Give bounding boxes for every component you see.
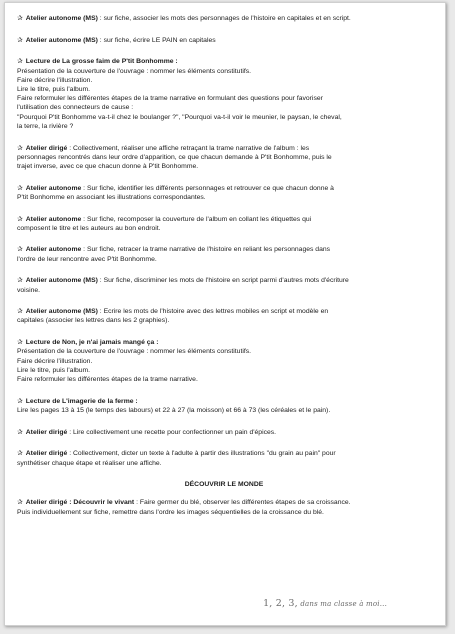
paragraph-line: l'utilisation des connecteurs de cause : bbox=[17, 104, 134, 112]
star-icon: ✰ bbox=[17, 215, 23, 223]
paragraph-text: : sur fiche, écrire LE PAIN en capitales bbox=[97, 36, 216, 44]
paragraph-line: Présentation de la couverture de l'ouvrage : nommer les éléments constitutifs. bbox=[17, 348, 252, 356]
activity-paragraph bbox=[17, 36, 431, 45]
paragraph-heading: Atelier autonome bbox=[25, 246, 82, 254]
star-icon: ✰ bbox=[17, 450, 23, 458]
star-icon: ✰ bbox=[17, 308, 23, 316]
activity-paragraph bbox=[17, 307, 431, 325]
document-page bbox=[4, 2, 446, 626]
paragraph-heading: Atelier autonome (MS) bbox=[25, 277, 98, 285]
paragraph-first-line bbox=[17, 184, 431, 193]
paragraph-text: : sur fiche, associer les mots des personnages de l'histoire en capitales et en script. bbox=[97, 15, 351, 22]
footer-signature bbox=[263, 598, 387, 609]
paragraph-first-line bbox=[17, 245, 431, 254]
star-icon: ✰ bbox=[17, 144, 23, 152]
document-body bbox=[17, 14, 431, 529]
paragraph-line: Faire reformuler les différentes étapes de la trame narrative en formulant des questions pour favoriser bbox=[17, 95, 323, 103]
paragraph-line: Lire le titre, puis l'album. bbox=[17, 366, 91, 374]
paragraph-line: Faire décrire l'illustration. bbox=[17, 76, 93, 84]
paragraph-heading: Atelier autonome (MS) bbox=[25, 308, 98, 316]
paragraph-heading: Atelier dirigé : Découvrir le vivant bbox=[25, 499, 135, 507]
star-icon: ✰ bbox=[17, 428, 23, 436]
paragraph-heading: Atelier dirigé bbox=[25, 428, 68, 436]
paragraph-first-line bbox=[17, 14, 431, 23]
star-icon: ✰ bbox=[17, 246, 23, 254]
paragraph-heading: Atelier autonome bbox=[25, 215, 82, 223]
paragraph-text: : Ecrire les mots de l'histoire avec des lettres mobiles en script et modèle en bbox=[97, 308, 329, 316]
activity-paragraph bbox=[17, 14, 431, 23]
paragraph-heading: Lecture de L'imagerie de la ferme : bbox=[25, 397, 138, 405]
paragraph-line: composent le titre et les auteurs au bon endroit. bbox=[17, 224, 161, 232]
activity-paragraph bbox=[17, 498, 431, 516]
activity-paragraph bbox=[17, 144, 431, 172]
footer-numbers: 1, 2, 3, bbox=[263, 598, 298, 609]
paragraph-line: trajet inverse, avec ce que chacun donne à P'tit Bonhomme. bbox=[17, 162, 199, 170]
paragraph-first-line bbox=[17, 428, 431, 437]
paragraph-heading: Lecture de Non, je n'ai jamais mangé ça : bbox=[25, 339, 159, 347]
star-icon: ✰ bbox=[17, 397, 23, 405]
paragraph-text: : Collectivement, dicter un texte à l'adulte à partir des illustrations "du grain au pain" pour bbox=[67, 450, 336, 458]
paragraph-heading: Lecture de La grosse faim de P'tit Bonhomme : bbox=[25, 58, 178, 66]
paragraph-line: la terre, la rivière ? bbox=[17, 122, 74, 130]
paragraph-first-line bbox=[17, 57, 431, 66]
paragraph-heading: Atelier dirigé bbox=[25, 144, 68, 152]
paragraph-first-line bbox=[17, 338, 431, 347]
paragraph-line: voisine. bbox=[17, 286, 41, 294]
activity-paragraph bbox=[17, 57, 431, 131]
star-icon: ✰ bbox=[17, 58, 23, 66]
activity-paragraph bbox=[17, 397, 431, 415]
activity-paragraph bbox=[17, 449, 431, 467]
paragraph-first-line bbox=[17, 36, 431, 45]
activity-paragraph bbox=[17, 184, 431, 202]
paragraph-line: personnages rencontrés dans leur ordre d'apparition, ce que chacun demande à P'tit Bonhomme, puis le bbox=[17, 153, 332, 161]
paragraph-line: Lire le titre, puis l'album. bbox=[17, 86, 91, 94]
paragraph-text: : Lire collectivement une recette pour confectionner un pain d'épices. bbox=[67, 428, 277, 436]
star-icon: ✰ bbox=[17, 339, 23, 347]
activity-paragraph bbox=[17, 428, 431, 437]
paragraph-line: Présentation de la couverture de l'ouvrage : nommer les éléments constitutifs. bbox=[17, 67, 252, 75]
paragraph-line: Faire décrire l'illustration. bbox=[17, 357, 93, 365]
paragraph-first-line bbox=[17, 307, 431, 316]
section-title: DÉCOUVRIR LE MONDE bbox=[184, 481, 264, 489]
paragraph-line: P'tit Bonhomme en associant les illustrations correspondantes. bbox=[17, 193, 206, 201]
paragraph-first-line bbox=[17, 276, 431, 285]
activity-paragraph bbox=[17, 338, 431, 384]
footer-text: dans ma classe à moi... bbox=[297, 600, 387, 608]
activity-paragraph bbox=[17, 215, 431, 233]
paragraph-line: l'ordre de leur rencontre avec P'tit Bonhomme. bbox=[17, 255, 157, 263]
paragraph-first-line bbox=[17, 498, 431, 507]
paragraph-heading: Atelier dirigé bbox=[25, 450, 68, 458]
paragraph-first-line bbox=[17, 397, 431, 406]
paragraph-text: : Sur fiche, discriminer les mots de l'histoire en script parmi d'autres mots d'écriture bbox=[97, 277, 349, 285]
paragraph-line: capitales (associer les lettres dans les 2 graphies). bbox=[17, 317, 170, 325]
paragraph-text: : Sur fiche, recomposer la couverture de l'album en collant les étiquettes qui bbox=[81, 215, 312, 223]
paragraph-text: : Sur fiche, retracer la trame narrative de l'histoire en reliant les personnages dans bbox=[81, 246, 331, 254]
activity-paragraph bbox=[17, 245, 431, 263]
star-icon: ✰ bbox=[17, 499, 23, 507]
paragraph-heading: Atelier autonome bbox=[25, 184, 82, 192]
star-icon: ✰ bbox=[17, 36, 23, 44]
star-icon: ✰ bbox=[17, 277, 23, 285]
paragraph-line: Lire les pages 13 à 15 (le temps des labours) et 22 à 27 (la moisson) et 66 à 73 (les céréales et le pain). bbox=[17, 406, 331, 414]
paragraph-line: synthétiser chaque étape et réaliser une affiche. bbox=[17, 459, 162, 467]
paragraph-line: Faire reformuler les différentes étapes de la trame narrative. bbox=[17, 375, 198, 383]
paragraph-text: : Faire germer du blé, observer les différentes étapes de sa croissance. bbox=[134, 499, 351, 507]
paragraph-line: Puis individuellement sur fiche, remettre dans l'ordre les images séquentielles de la croissance du blé. bbox=[17, 508, 324, 516]
paragraph-text: : Sur fiche, identifier les différents personnages et retrouver ce que chacun donne à bbox=[81, 184, 334, 192]
star-icon: ✰ bbox=[17, 15, 23, 22]
paragraph-first-line bbox=[17, 144, 431, 153]
paragraph-heading: Atelier autonome (MS) bbox=[25, 36, 98, 44]
paragraph-line: "Pourquoi P'tit Bonhomme va-t-il chez le boulanger ?", "Pourquoi va-t-il voir le meunier, le paysan, le cheval, bbox=[17, 113, 342, 121]
activity-paragraph bbox=[17, 276, 431, 294]
star-icon: ✰ bbox=[17, 184, 23, 192]
paragraph-heading: Atelier autonome (MS) bbox=[25, 15, 98, 22]
paragraph-first-line bbox=[17, 449, 431, 458]
paragraph-first-line bbox=[17, 215, 431, 224]
paragraph-text: : Collectivement, réaliser une affiche retraçant la trame narrative de l'album : les bbox=[67, 144, 310, 152]
